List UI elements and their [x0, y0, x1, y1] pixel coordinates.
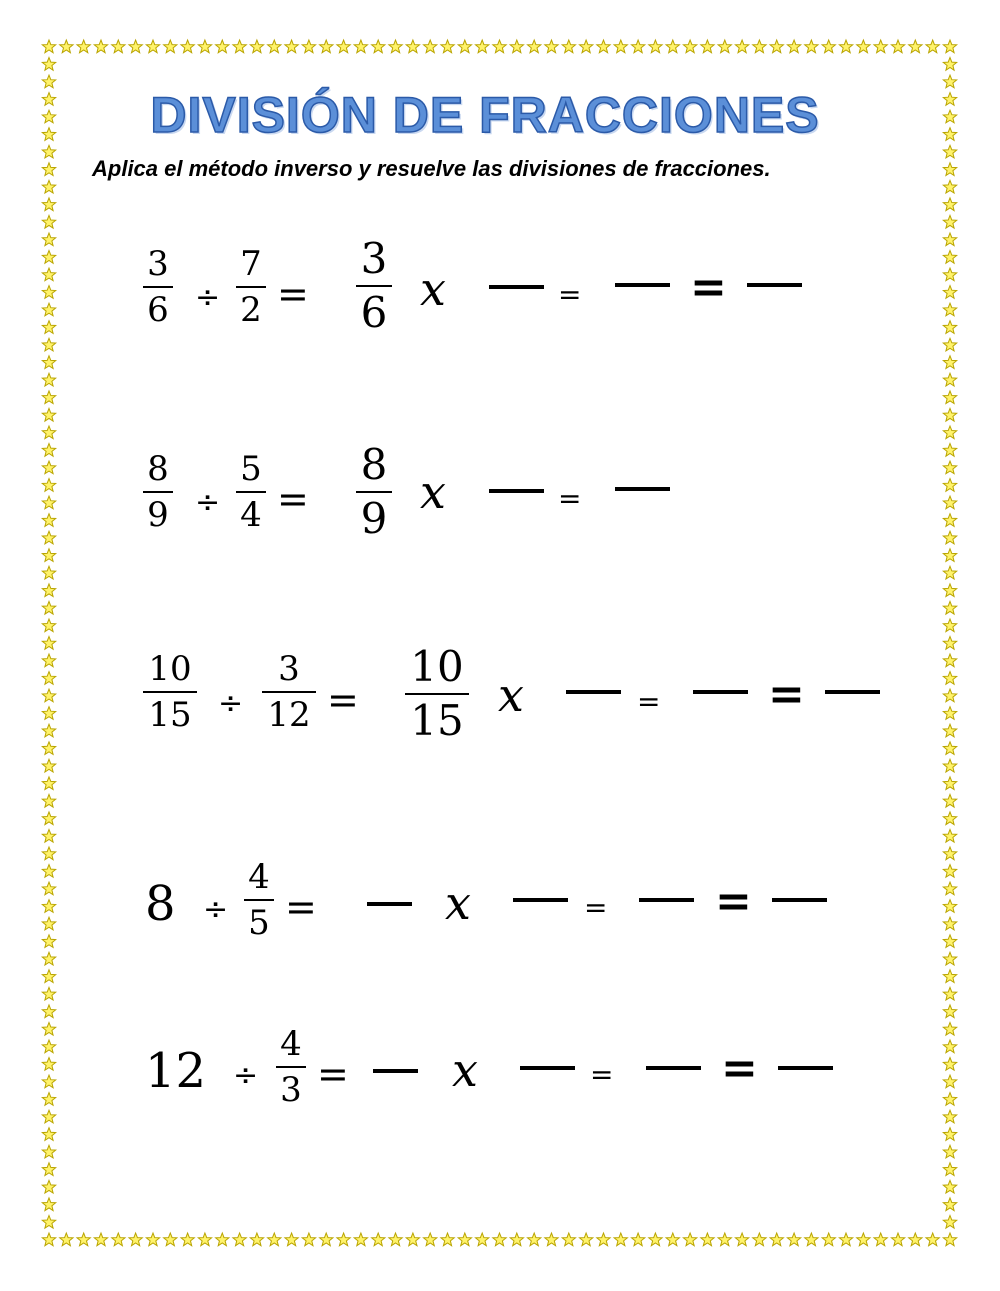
star-icon — [42, 777, 55, 790]
star-icon — [389, 40, 402, 53]
equals-sign: = — [590, 1058, 614, 1091]
star-icon — [42, 251, 55, 264]
answer-blank[interactable] — [520, 1066, 575, 1070]
star-icon — [943, 935, 956, 948]
star-icon — [943, 619, 956, 632]
divide-sign: ÷ — [233, 1058, 259, 1093]
star-icon — [42, 584, 55, 597]
answer-blank[interactable] — [566, 690, 621, 694]
star-icon — [943, 356, 956, 369]
star-icon — [250, 1233, 263, 1246]
star-icon — [94, 1233, 107, 1246]
equals-sign: = — [558, 278, 582, 311]
star-icon — [42, 321, 55, 334]
star-icon — [943, 1128, 956, 1141]
star-icon — [42, 338, 55, 351]
star-icon — [614, 1233, 627, 1246]
star-icon — [233, 1233, 246, 1246]
star-icon — [753, 1233, 766, 1246]
star-icon — [701, 40, 714, 53]
star-icon — [42, 900, 55, 913]
star-icon — [857, 40, 870, 53]
answer-blank[interactable] — [778, 1066, 833, 1070]
star-icon — [42, 356, 55, 369]
star-icon — [891, 40, 904, 53]
star-icon — [649, 40, 662, 53]
star-icon — [943, 742, 956, 755]
star-icon — [42, 830, 55, 843]
equals-sign: = — [715, 876, 752, 927]
dividend-whole: 12 — [145, 1043, 207, 1099]
star-icon — [718, 40, 731, 53]
star-icon — [42, 865, 55, 878]
star-icon — [545, 1233, 558, 1246]
star-icon — [198, 40, 211, 53]
star-icon — [510, 40, 523, 53]
divisor-fraction: 3 12 — [262, 650, 316, 734]
star-icon — [683, 1233, 696, 1246]
star-icon — [770, 40, 783, 53]
star-icon — [268, 40, 281, 53]
star-icon — [580, 1233, 593, 1246]
star-icon — [42, 1110, 55, 1123]
dividend-fraction: 3 6 — [143, 245, 173, 329]
times-sign: 𝑥 — [452, 1043, 478, 1097]
star-icon — [857, 1233, 870, 1246]
star-icon — [943, 1180, 956, 1193]
star-icon — [839, 1233, 852, 1246]
star-icon — [406, 40, 419, 53]
star-icon — [216, 1233, 229, 1246]
star-icon — [943, 759, 956, 772]
star-icon — [943, 338, 956, 351]
equals-sign: = — [285, 885, 317, 929]
answer-blank[interactable] — [772, 898, 827, 902]
answer-blank[interactable] — [615, 487, 670, 491]
times-sign: 𝑥 — [498, 668, 524, 722]
equals-sign: = — [690, 262, 727, 313]
divide-sign: ÷ — [195, 485, 221, 520]
star-icon — [943, 637, 956, 650]
divisor-fraction: 4 3 — [276, 1025, 306, 1109]
star-icon — [164, 40, 177, 53]
star-icon — [337, 1233, 350, 1246]
times-sign: 𝑥 — [420, 262, 446, 316]
star-icon — [42, 1005, 55, 1018]
star-icon — [701, 1233, 714, 1246]
dividend-fraction: 10 15 — [143, 650, 197, 734]
star-icon — [42, 952, 55, 965]
star-icon — [874, 1233, 887, 1246]
star-icon — [874, 40, 887, 53]
star-icon — [42, 654, 55, 667]
star-icon — [943, 373, 956, 386]
star-icon — [943, 1093, 956, 1106]
star-icon — [42, 707, 55, 720]
star-icon — [42, 566, 55, 579]
star-icon — [372, 1233, 385, 1246]
divide-sign: ÷ — [218, 686, 244, 721]
star-icon — [943, 724, 956, 737]
star-icon — [268, 1233, 281, 1246]
star-icon — [718, 1233, 731, 1246]
star-icon — [42, 180, 55, 193]
star-icon — [597, 40, 610, 53]
star-icon — [60, 40, 73, 53]
star-icon — [649, 1233, 662, 1246]
star-icon — [943, 215, 956, 228]
divisor-fraction: 4 5 — [244, 858, 274, 942]
star-icon — [77, 1233, 90, 1246]
star-icon — [632, 40, 645, 53]
star-icon — [943, 1216, 956, 1229]
star-icon — [943, 426, 956, 439]
star-icon — [441, 40, 454, 53]
star-icon — [943, 794, 956, 807]
star-icon — [822, 40, 835, 53]
star-icon — [42, 970, 55, 983]
star-icon — [476, 40, 489, 53]
star-icon — [302, 40, 315, 53]
answer-blank[interactable] — [615, 283, 670, 287]
star-icon — [42, 882, 55, 895]
star-icon — [389, 1233, 402, 1246]
star-icon — [42, 40, 55, 53]
star-icon — [424, 40, 437, 53]
star-icon — [42, 1145, 55, 1158]
instructions: Aplica el método inverso y resuelve las divisiones de fracciones. — [92, 156, 771, 181]
star-icon — [666, 40, 679, 53]
divide-sign: ÷ — [195, 280, 221, 315]
star-icon — [753, 40, 766, 53]
star-icon — [42, 637, 55, 650]
star-icon — [943, 303, 956, 316]
star-icon — [129, 40, 142, 53]
star-icon — [320, 40, 333, 53]
star-icon — [943, 1163, 956, 1176]
star-icon — [943, 268, 956, 281]
star-icon — [528, 1233, 541, 1246]
star-icon — [926, 1233, 939, 1246]
star-icon — [943, 286, 956, 299]
star-icon — [42, 426, 55, 439]
star-icon — [42, 531, 55, 544]
star-icon — [943, 917, 956, 930]
star-icon — [164, 1233, 177, 1246]
equals-sign: = — [584, 891, 608, 924]
star-icon — [943, 987, 956, 1000]
star-icon — [943, 163, 956, 176]
star-icon — [943, 1198, 956, 1211]
star-icon — [891, 1233, 904, 1246]
star-icon — [510, 1233, 523, 1246]
star-icon — [493, 1233, 506, 1246]
star-icon — [181, 1233, 194, 1246]
star-icon — [112, 40, 125, 53]
star-icon — [146, 40, 159, 53]
star-icon — [839, 40, 852, 53]
star-icon — [943, 707, 956, 720]
star-icon — [787, 1233, 800, 1246]
star-icon — [562, 1233, 575, 1246]
star-icon — [42, 215, 55, 228]
star-icon — [42, 619, 55, 632]
star-icon — [216, 40, 229, 53]
star-icon — [42, 742, 55, 755]
star-icon — [458, 40, 471, 53]
equals-sign: = — [327, 678, 359, 722]
star-icon — [943, 1023, 956, 1036]
star-icon — [146, 1233, 159, 1246]
star-icon — [354, 1233, 367, 1246]
star-icon — [42, 549, 55, 562]
star-icon — [822, 1233, 835, 1246]
star-icon — [42, 268, 55, 281]
star-icon — [943, 1058, 956, 1071]
star-icon — [943, 233, 956, 246]
equals-sign: = — [558, 482, 582, 515]
star-icon — [198, 1233, 211, 1246]
star-icon — [406, 1233, 419, 1246]
star-icon — [943, 549, 956, 562]
star-icon — [42, 514, 55, 527]
rewrite-fraction: 3 6 — [356, 236, 392, 336]
star-icon — [943, 584, 956, 597]
star-icon — [354, 40, 367, 53]
star-icon — [597, 1233, 610, 1246]
star-icon — [302, 1233, 315, 1246]
star-icon — [735, 1233, 748, 1246]
star-icon — [770, 1233, 783, 1246]
star-icon — [943, 777, 956, 790]
star-icon — [42, 496, 55, 509]
star-icon — [943, 1005, 956, 1018]
star-icon — [943, 865, 956, 878]
answer-blank[interactable] — [367, 902, 412, 906]
star-icon — [337, 40, 350, 53]
equals-sign: = — [721, 1043, 758, 1094]
answer-blank[interactable] — [373, 1069, 418, 1073]
star-icon — [943, 601, 956, 614]
star-icon — [42, 1163, 55, 1176]
star-icon — [562, 40, 575, 53]
star-icon — [233, 40, 246, 53]
rewrite-fraction: 10 15 — [405, 644, 469, 744]
star-icon — [42, 917, 55, 930]
star-icon — [42, 145, 55, 158]
star-icon — [943, 900, 956, 913]
star-icon — [42, 373, 55, 386]
star-icon — [77, 40, 90, 53]
star-icon — [943, 444, 956, 457]
star-icon — [441, 1233, 454, 1246]
star-icon — [42, 1058, 55, 1071]
star-icon — [285, 40, 298, 53]
star-icon — [632, 1233, 645, 1246]
star-icon — [943, 531, 956, 544]
answer-blank[interactable] — [747, 283, 802, 287]
star-icon — [42, 303, 55, 316]
star-icon — [42, 759, 55, 772]
star-icon — [42, 391, 55, 404]
star-icon — [250, 40, 263, 53]
star-icon — [42, 1216, 55, 1229]
star-icon — [42, 601, 55, 614]
star-icon — [580, 40, 593, 53]
equals-sign: = — [277, 272, 309, 316]
star-icon — [60, 1233, 73, 1246]
star-icon — [42, 1198, 55, 1211]
times-sign: 𝑥 — [420, 465, 446, 519]
star-icon — [943, 408, 956, 421]
answer-blank[interactable] — [639, 898, 694, 902]
star-icon — [42, 1075, 55, 1088]
answer-blank[interactable] — [825, 690, 880, 694]
star-icon — [285, 1233, 298, 1246]
star-icon — [943, 251, 956, 264]
star-icon — [372, 40, 385, 53]
star-icon — [42, 672, 55, 685]
star-icon — [42, 1128, 55, 1141]
equals-sign: = — [317, 1052, 349, 1096]
star-icon — [943, 479, 956, 492]
star-icon — [735, 40, 748, 53]
star-icon — [112, 1233, 125, 1246]
star-icon — [926, 40, 939, 53]
star-icon — [943, 952, 956, 965]
star-icon — [42, 198, 55, 211]
star-icon — [424, 1233, 437, 1246]
times-sign: 𝑥 — [445, 876, 471, 930]
star-icon — [42, 408, 55, 421]
star-icon — [614, 40, 627, 53]
star-icon — [909, 40, 922, 53]
star-icon — [42, 689, 55, 702]
star-icon — [666, 1233, 679, 1246]
star-icon — [42, 987, 55, 1000]
star-icon — [42, 1180, 55, 1193]
star-icon — [320, 1233, 333, 1246]
answer-blank[interactable] — [489, 489, 544, 493]
star-icon — [42, 724, 55, 737]
answer-blank[interactable] — [646, 1066, 701, 1070]
star-icon — [943, 882, 956, 895]
star-icon — [943, 496, 956, 509]
star-icon — [42, 1040, 55, 1053]
page-title: DIVISIÓN DE FRACCIONES — [150, 87, 820, 143]
star-icon — [909, 1233, 922, 1246]
star-icon — [458, 1233, 471, 1246]
star-icon — [943, 58, 956, 71]
star-icon — [42, 1023, 55, 1036]
star-icon — [42, 286, 55, 299]
rewrite-fraction: 8 9 — [356, 442, 392, 542]
star-icon — [493, 40, 506, 53]
divide-sign: ÷ — [203, 892, 229, 927]
star-icon — [943, 1040, 956, 1053]
star-icon — [943, 198, 956, 211]
star-icon — [683, 40, 696, 53]
star-icon — [94, 40, 107, 53]
answer-blank[interactable] — [513, 898, 568, 902]
divisor-fraction: 7 2 — [236, 245, 266, 329]
star-icon — [42, 233, 55, 246]
star-icon — [943, 847, 956, 860]
star-icon — [943, 40, 956, 53]
star-icon — [943, 1233, 956, 1246]
star-icon — [42, 58, 55, 71]
star-icon — [42, 1093, 55, 1106]
equals-sign: = — [277, 477, 309, 521]
star-icon — [42, 479, 55, 492]
divisor-fraction: 5 4 — [236, 450, 266, 534]
star-icon — [943, 689, 956, 702]
star-icon — [181, 40, 194, 53]
star-icon — [943, 672, 956, 685]
star-icon — [42, 935, 55, 948]
star-icon — [129, 1233, 142, 1246]
star-icon — [42, 812, 55, 825]
star-icon — [42, 461, 55, 474]
star-icon — [943, 461, 956, 474]
dividend-whole: 8 — [145, 876, 176, 932]
dividend-fraction: 8 9 — [143, 450, 173, 534]
star-icon — [943, 566, 956, 579]
star-icon — [42, 847, 55, 860]
star-icon — [943, 1145, 956, 1158]
star-icon — [42, 794, 55, 807]
star-icon — [528, 40, 541, 53]
star-icon — [545, 40, 558, 53]
star-icon — [805, 1233, 818, 1246]
star-icon — [787, 40, 800, 53]
star-icon — [42, 1233, 55, 1246]
star-icon — [943, 812, 956, 825]
star-icon — [943, 180, 956, 193]
star-icon — [943, 654, 956, 667]
star-icon — [943, 514, 956, 527]
star-icon — [42, 444, 55, 457]
star-icon — [476, 1233, 489, 1246]
star-icon — [943, 391, 956, 404]
answer-blank[interactable] — [489, 285, 544, 289]
star-icon — [943, 145, 956, 158]
star-icon — [943, 321, 956, 334]
star-icon — [943, 1075, 956, 1088]
star-icon — [805, 40, 818, 53]
star-icon — [943, 1110, 956, 1123]
equals-sign: = — [768, 669, 805, 720]
star-icon — [943, 830, 956, 843]
equals-sign: = — [637, 685, 661, 718]
star-icon — [42, 163, 55, 176]
star-icon — [943, 970, 956, 983]
answer-blank[interactable] — [693, 690, 748, 694]
